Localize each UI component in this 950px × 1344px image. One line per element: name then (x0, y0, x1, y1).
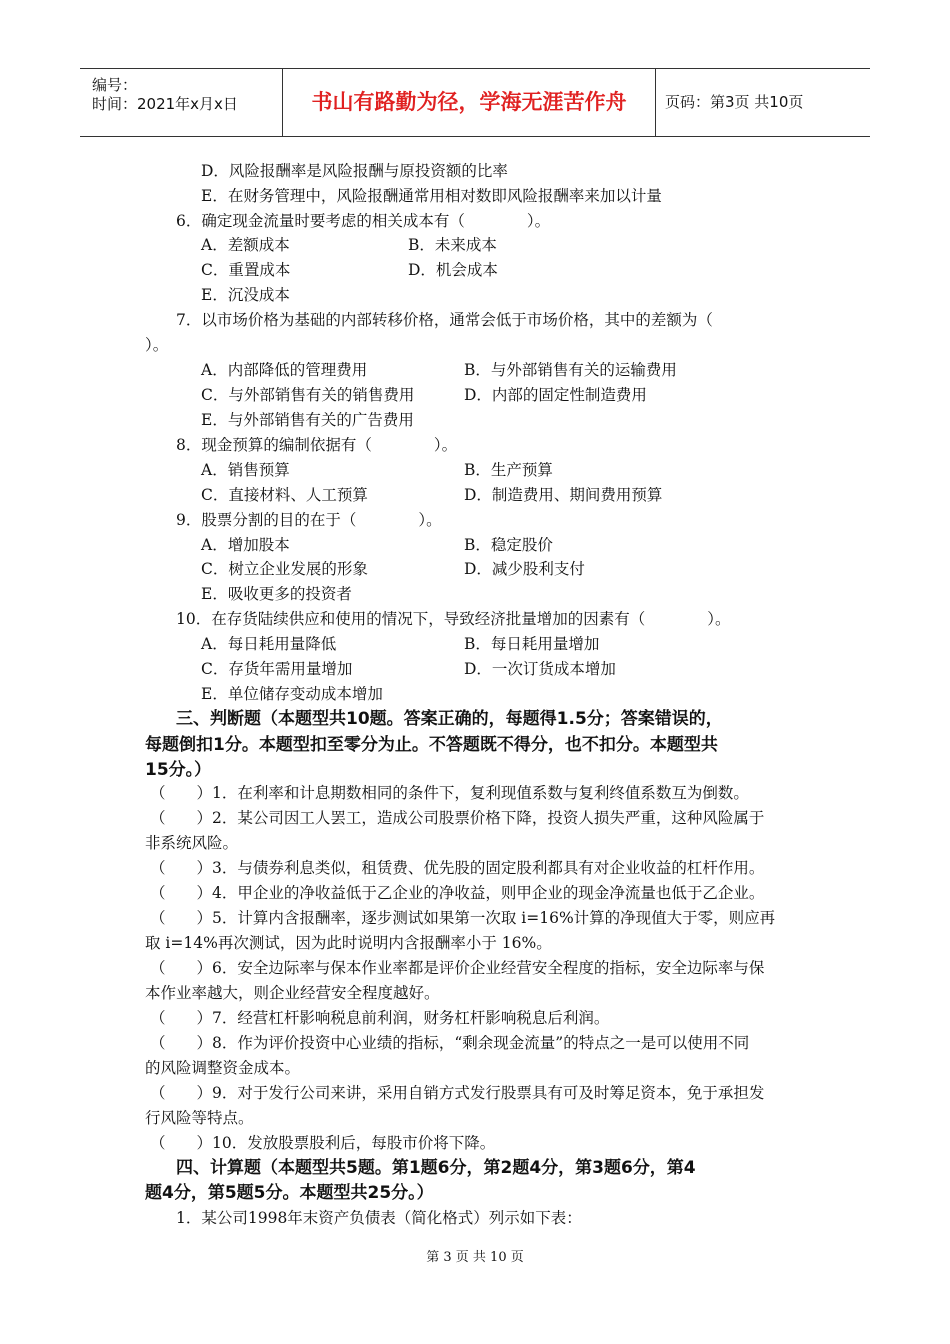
option-line: A．销售预算 (201, 461, 290, 479)
question-line: 7．以市场价格为基础的内部转移价格，通常会低于市场价格，其中的差额为（ (176, 311, 713, 329)
option-line: C．直接材料、人工预算 (201, 486, 368, 504)
option-line: D．制造费用、期间费用预算 (464, 486, 663, 504)
judgement-line: （ ）5．计算内含报酬率，逐步测试如果第一次取 i=16%计算的净现值大于零，则应再 (150, 909, 776, 927)
judgement-line: （ ）2．某公司因工人罢工，造成公司股票价格下降，投资人损失严重，这种风险属于 (150, 809, 765, 827)
option-line: D．内部的固定性制造费用 (464, 386, 647, 404)
judgement-line: （ ）10．发放股票股利后，每股市价将下降。 (150, 1134, 496, 1152)
option-line: D．一次订货成本增加 (464, 660, 616, 678)
text-line: E．在财务管理中，风险报酬通常用相对数即风险报酬率来加以计量 (201, 187, 662, 205)
option-line: C．树立企业发展的形象 (201, 560, 368, 578)
header-meta (80, 69, 283, 136)
option-line: B．稳定股价 (464, 536, 553, 554)
judgement-line: 取 i=14%再次测试，因为此时说明内含报酬率小于 16%。 (145, 934, 552, 952)
section-heading: 题4分，第5题5分。本题型共25分。） (145, 1183, 434, 1203)
page-header (80, 68, 870, 137)
option-line: B．与外部销售有关的运输费用 (464, 361, 677, 379)
judgement-line: 本作业率越大，则企业经营安全程度越好。 (145, 984, 440, 1002)
option-line: C．与外部销售有关的销售费用 (201, 386, 415, 404)
question-line: 6．确定现金流量时要考虑的相关成本有（ ）。 (176, 212, 551, 230)
judgement-line: （ ）4．甲企业的净收益低于乙企业的净收益，则甲企业的现金净流量也低于乙企业。 (150, 884, 765, 902)
option-line: B．每日耗用量增加 (464, 635, 600, 653)
option-line: C．重置成本 (201, 261, 291, 279)
header-motto: 书山有路勤为径，学海无涯苦作舟 (283, 69, 656, 136)
number-label: 编号： (92, 76, 138, 94)
question-line: 9．股票分割的目的在于（ ）。 (176, 511, 442, 529)
judgement-line: （ ）6．安全边际率与保本作业率都是评价企业经营安全程度的指标，安全边际率与保 (150, 959, 765, 977)
question-line: 8．现金预算的编制依据有（ ）。 (176, 436, 458, 454)
section-heading: 每题倒扣1分。本题型扣至零分为止。不答题既不得分，也不扣分。本题型共 (145, 735, 718, 755)
option-line: E．单位储存变动成本增加 (201, 685, 383, 703)
header-page-label: 页码：第3页 共10页 (665, 93, 804, 111)
option-line: B．生产预算 (464, 461, 553, 479)
option-line: D．机会成本 (408, 261, 498, 279)
section-heading: 三、判断题（本题型共10题。答案正确的，每题得1.5分；答案错误的， (176, 709, 723, 729)
option-line: A．增加股本 (201, 536, 290, 554)
judgement-line: （ ）1．在利率和计息期数相同的条件下，复利现值系数与复利终值系数互为倒数。 (150, 784, 749, 802)
question-line: 10．在存货陆续供应和使用的情况下，导致经济批量增加的因素有（ ）。 (176, 610, 731, 628)
judgement-line: （ ）9．对于发行公司来讲，采用自销方式发行股票具有可及时筹足资本，免于承担发 (150, 1084, 765, 1102)
option-line: A．每日耗用量降低 (201, 635, 337, 653)
section-heading: 四、计算题（本题型共5题。第1题6分，第2题4分，第3题6分，第4 (176, 1158, 696, 1178)
option-line: A．差额成本 (201, 236, 290, 254)
judgement-line: （ ）7．经营杠杆影响税息前利润，财务杠杆影响税息后利润。 (150, 1009, 610, 1027)
judgement-line: 行风险等特点。 (145, 1109, 254, 1127)
judgement-line: （ ）8．作为评价投资中心业绩的指标，“剩余现金流量”的特点之一是可以使用不同 (150, 1034, 750, 1052)
option-line: E．吸收更多的投资者 (201, 585, 352, 603)
time-label: 时间：2021年x月x日 (92, 95, 238, 113)
text-line: ）。 (145, 336, 169, 354)
option-line: E．沉没成本 (201, 286, 290, 304)
option-line: E．与外部销售有关的广告费用 (201, 411, 414, 429)
judgement-line: 非系统风险。 (145, 834, 239, 852)
judgement-line: 的风险调整资金成本。 (145, 1059, 301, 1077)
option-line: D．减少股利支付 (464, 560, 585, 578)
option-line: B．未来成本 (408, 236, 497, 254)
option-line: C．存货年需用量增加 (201, 660, 353, 678)
option-line: A．内部降低的管理费用 (201, 361, 368, 379)
section-heading: 15分。） (145, 760, 212, 780)
page-footer: 第 3 页 共 10 页 (426, 1250, 524, 1265)
text-line: D．风险报酬率是风险报酬与原投资额的比率 (201, 162, 508, 180)
question-line: 1．某公司1998年末资产负债表（简化格式）列示如下表： (176, 1209, 582, 1227)
judgement-line: （ ）3．与债券利息类似，租赁费、优先股的固定股利都具有对企业收益的杠杆作用。 (150, 859, 765, 877)
